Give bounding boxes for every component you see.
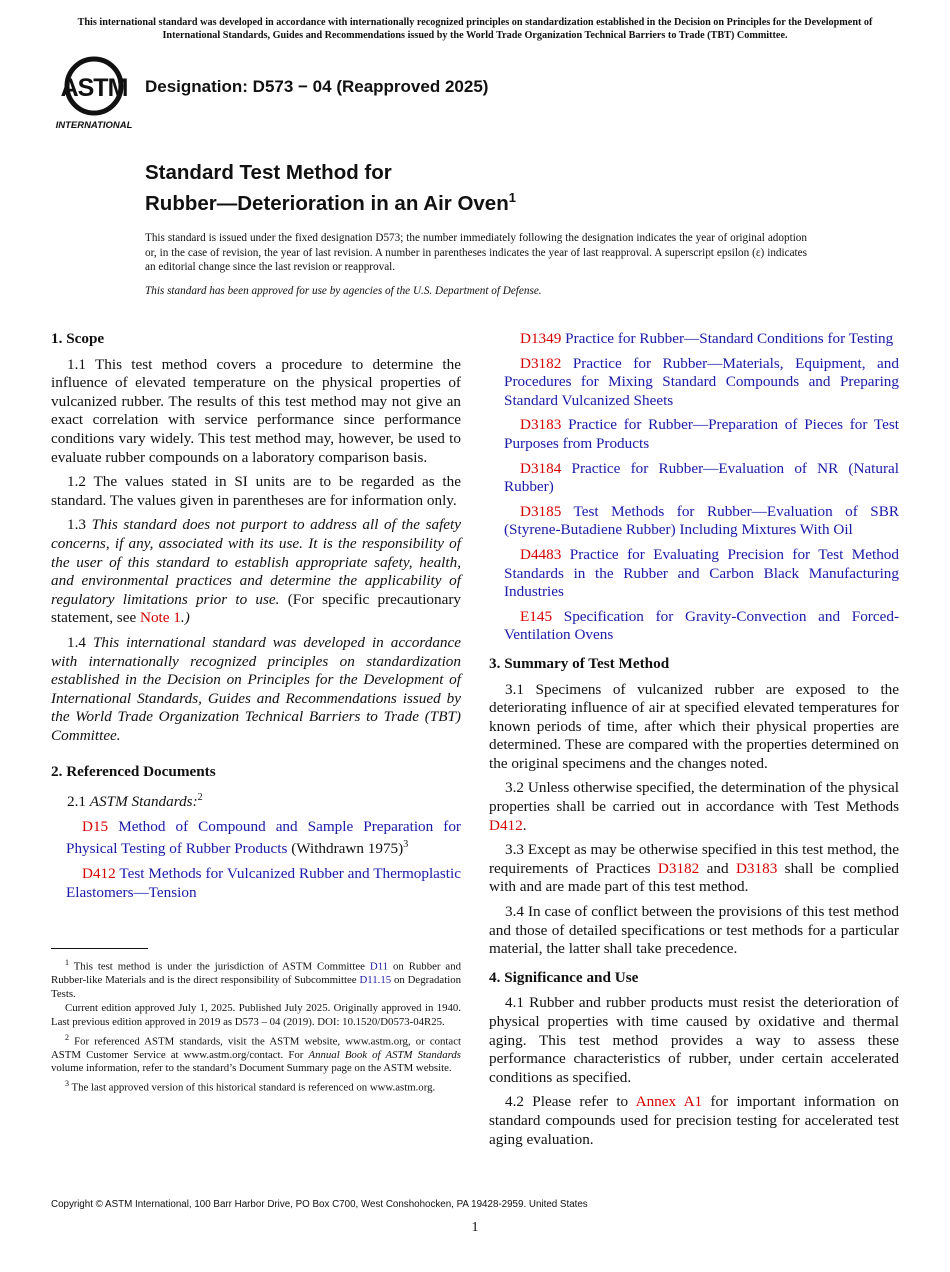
significance-4-2-text: 4.2 Please refer to: [505, 1093, 636, 1111]
left-column: [51, 330, 461, 908]
ref-d3185: [489, 503, 899, 540]
ref-d3185-title[interactable]: Test Methods for Rubber—Evaluation of SBR (Styrene-Butadiene Rubber) Including Mixtures With Oil: [504, 502, 899, 539]
summary-heading: 3. Summary of Test Method: [489, 654, 670, 672]
summary-d412-link[interactable]: D412: [489, 816, 523, 834]
ref-d4483-code[interactable]: D4483: [520, 545, 562, 563]
ref-e145-code[interactable]: E145: [520, 607, 553, 625]
ref-d412: [51, 865, 461, 902]
scope-1-4: [51, 634, 461, 746]
ref-d3183: [489, 416, 899, 453]
scope-1-2: 1.2 The values stated in SI units are to be regarded as the standard. The values given in parentheses are for information only.: [51, 473, 461, 509]
page-title: [145, 160, 516, 216]
ref-d3183-code[interactable]: D3183: [520, 416, 562, 434]
ref-d1349-code[interactable]: D1349: [520, 330, 562, 347]
ref-d15-sup: 3: [403, 839, 409, 851]
annex-a1-link[interactable]: Annex A1: [635, 1093, 703, 1111]
designation: Designation: D573 − 04 (Reapproved 2025): [145, 77, 489, 96]
ref-d15: [51, 818, 461, 859]
ref-d15-title[interactable]: Method of Compound and Sample Preparation for Physical Testing of Rubber Products: [66, 817, 461, 858]
title-line-2: [145, 185, 516, 216]
ref-d3184-code[interactable]: D3184: [520, 459, 562, 477]
ref-d3182-title[interactable]: Practice for Rubber—Materials, Equipment, and Procedures for Mixing Standard Compounds and Preparing Standard Vulcanized Sheets: [504, 354, 899, 409]
scope-1-3-tail-end: .): [180, 609, 190, 627]
title-line-2-text: Rubber—Deterioration in an Air Oven: [145, 191, 509, 215]
logo-text: ASTM: [60, 74, 128, 102]
scope-1-3-num: 1.3: [67, 516, 92, 534]
page-number: 1: [471, 1220, 479, 1235]
footnote-edition: Current edition approved July 1, 2025. Published July 2025. Originally approved in 1940. Last previous edition approved in 2019 as D573 – 04 (2019). DOI: 10.1520/D0573-04R25.: [51, 1002, 461, 1028]
summary-d3182-link[interactable]: D3182: [657, 859, 700, 877]
summary-3-2-end: .: [522, 816, 527, 834]
ref-d412-title[interactable]: Test Methods for Vulcanized Rubber and Thermoplastic Elastomers—Tension: [66, 864, 461, 901]
ref-d3183-title[interactable]: Practice for Rubber—Preparation of Pieces for Test Purposes from Products: [504, 416, 899, 452]
significance-4-1: 4.1 Rubber and rubber products must resist the deterioration of physical properties with time caused by oxidative and thermal aging. This test method provides a way to assess these performance characteristics of rubber, under certain accelerated conditions as specified.: [489, 994, 899, 1086]
issuance-statement: This standard is issued under the fixed designation D573; the number immediately following the designation indicates the year of original adoption or, in the case of revision, the year of last revision. A number in parentheses indicates the year of last reapproval. A superscript epsilon (ε) indicates an editorial change since the last revision or reapproval.: [145, 232, 807, 274]
astm-standards-subhead: [51, 789, 461, 812]
note-1-link[interactable]: Note 1: [139, 609, 181, 627]
logo-subtext: INTERNATIONAL: [55, 120, 133, 131]
summary-d3183-link[interactable]: D3183: [735, 859, 778, 877]
ref-d4483: [489, 546, 899, 602]
scope-1-4-num: 1.4: [67, 633, 93, 651]
top-notice: This international standard was developed in accordance with internationally recognized principles on standardization established in the Decision on Principles for the Development of International Standards, Guides and Recommendations issued by the World Trade Organization Technical Barriers to Trade (TBT) Committee.: [77, 17, 873, 41]
scope-1-1: 1.1 This test method covers a procedure to determine the influence of elevated temperature on the physical properties of vulcanized rubber. The results of this test method may not give an exact correlation with service performance since performance conditions vary widely. This test method may, however, be used to evaluate rubber compounds on a laboratory comparison basis.: [51, 355, 461, 466]
ref-d15-note: (Withdrawn 1975): [287, 840, 404, 858]
summary-3-3-text: 3.3 Except as may be otherwise specified in this test method, the requirements of Practices: [489, 841, 899, 877]
fn3-mark: 3: [65, 1078, 69, 1088]
footnote-2: [51, 1031, 461, 1076]
scope-heading: 1. Scope: [51, 330, 105, 347]
summary-3-2-text: 3.2 Unless otherwise specified, the determination of the physical properties shall be carried out in accordance with Test Methods: [489, 779, 899, 816]
ref-d4483-title[interactable]: Practice for Evaluating Precision for Test Method Standards in the Rubber and Carbon Black Manufacturing Industries: [504, 545, 899, 601]
ref-d3184-title[interactable]: Practice for Rubber—Evaluation of NR (Natural Rubber): [504, 459, 899, 496]
ref-d1349-title[interactable]: Practice for Rubber—Standard Conditions for Testing: [561, 330, 894, 347]
scope-1-4-text: This international standard was developed in accordance with internationally recognized principles on standardization established in the Decision on Principles for the Development of International Standards, Guides and Recommendations issued by the World Trade Organization Technical Barriers to Trade (TBT) Committee.: [51, 633, 462, 744]
summary-3-1: 3.1 Specimens of vulcanized rubber are exposed to the deteriorating influence of air at specified elevated temperatures for known periods of time, after which their physical properties are determined. These are compared with the properties determined on the original specimens and the changes noted.: [489, 680, 899, 772]
scope-1-3-tail: (For specific precautionary statement, see: [51, 590, 461, 627]
ref-d3185-code[interactable]: D3185: [520, 502, 562, 520]
footnote-1: [51, 956, 461, 1001]
summary-3-4: 3.4 In case of conflict between the provisions of this test method and those of detailed specifications or test methods for a particular material, the latter shall take precedence.: [489, 903, 899, 958]
fn2-book: Annual Book of ASTM Standards: [308, 1048, 461, 1061]
summary-3-3-mid: and: [699, 859, 736, 877]
fn2-text-a: For referenced ASTM standards, visit the ASTM website, www.astm.org, or contact ASTM Customer Service at www.astm.org/contact. For: [51, 1035, 461, 1061]
referenced-heading: 2. Referenced Documents: [51, 763, 216, 781]
fn1-text-a: This test method is under the jurisdiction of ASTM Committee: [69, 960, 370, 973]
subhead-sup: 2: [197, 792, 203, 804]
ref-d412-code[interactable]: D412: [82, 864, 116, 882]
ref-d3182: [489, 355, 899, 411]
ref-d1349: [489, 330, 899, 349]
copyright: Copyright © ASTM International, 100 Barr Harbor Drive, PO Box C700, West Conshohocken, PA 19428-2959. United States: [51, 1199, 588, 1210]
d11-link[interactable]: D11: [369, 960, 389, 973]
summary-3-2: [489, 779, 899, 835]
footnotes: [51, 956, 461, 1096]
significance-4-2: [489, 1093, 899, 1149]
ref-d15-code[interactable]: D15: [82, 817, 109, 835]
ref-e145: [489, 608, 899, 645]
fn1-text-b: on Rubber and Rubber-like Materials and is the direct responsibility of Subcommittee: [51, 960, 461, 987]
d11-15-link[interactable]: D11.15: [359, 974, 392, 987]
significance-4-2-end: for important information on standard compounds used for precision testing for accelerated test aging evaluation.: [489, 1093, 899, 1148]
scope-1-3-text: This standard does not purport to address all of the safety concerns, if any, associated with its use. It is the responsibility of the user of this standard to establish appropriate safety, health, and environmental practices and determine the applicability of regulatory limitations prior to use.: [51, 516, 462, 608]
summary-3-3: [489, 841, 899, 897]
fn1-text-c: on Degradation Tests.: [51, 974, 461, 1000]
scope-1-3: [51, 516, 461, 628]
fn3-text: The last approved version of this historical standard is referenced on www.astm.org.: [69, 1081, 436, 1094]
astm-logo-icon: [53, 56, 135, 132]
significance-heading: 4. Significance and Use: [489, 968, 639, 986]
subhead-num: 2.1: [67, 793, 90, 811]
dod-approval-note: This standard has been approved for use by agencies of the U.S. Department of Defense.: [145, 285, 542, 297]
summary-3-3-end: shall be complied with and are made part of this test method.: [489, 859, 899, 896]
title-line-1: Standard Test Method for: [145, 161, 392, 184]
title-footnote-mark: 1: [508, 190, 516, 205]
right-column: [489, 330, 899, 1155]
fn2-text-b: volume information, refer to the standard’s Document Summary page on the ASTM website.: [51, 1062, 452, 1075]
ref-e145-title[interactable]: Specification for Gravity-Convection and Forced-Ventilation Ovens: [504, 607, 899, 644]
footnote-divider: [51, 948, 148, 949]
ref-d3184: [489, 460, 899, 497]
fn2-mark: 2: [65, 1032, 69, 1042]
fn1-mark: 1: [65, 958, 69, 967]
ref-d3182-code[interactable]: D3182: [520, 354, 562, 372]
footnote-3: [51, 1077, 461, 1095]
subhead-text: ASTM Standards:: [89, 793, 198, 811]
